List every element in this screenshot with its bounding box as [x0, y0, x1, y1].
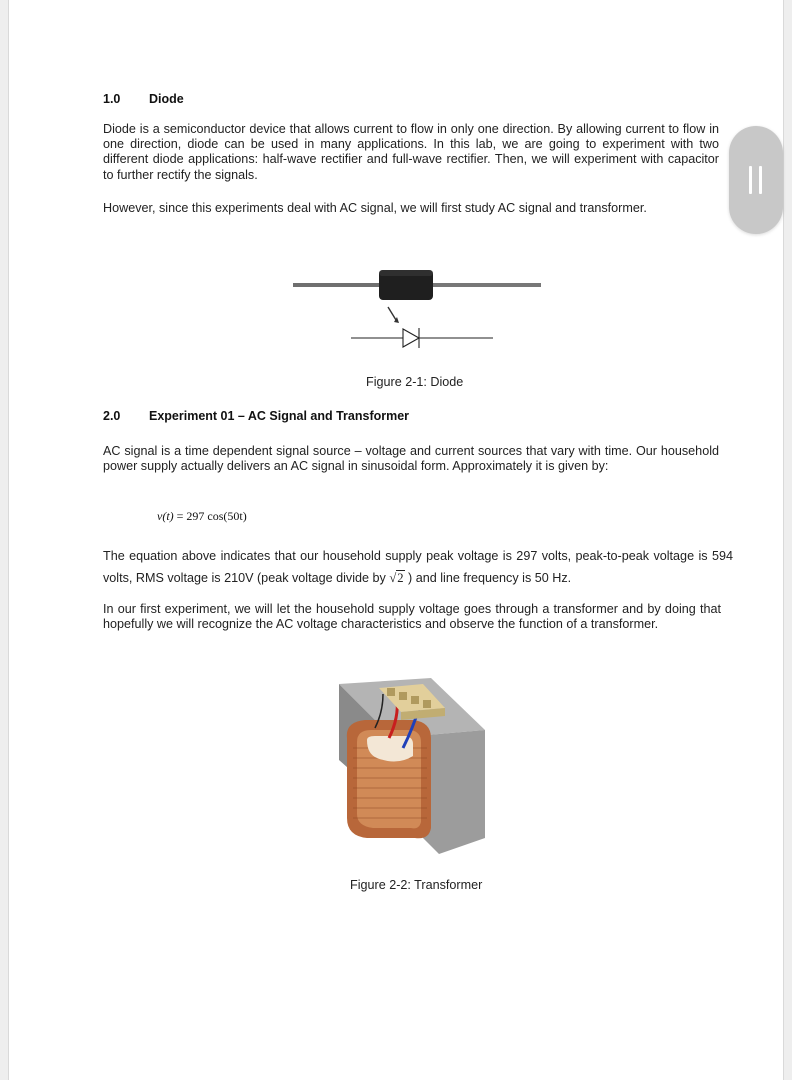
diode-intro-paragraph: Diode is a semiconductor device that allows current to flow in only one direction. By allowing current to flow in one direction, diode can be used in many applications. In this lab, we are going to experiment with two different diode applications: half-wave rectifier and full-wave rectifier. Then, we will experiment with capacitor to further rectify the signals.	[103, 122, 719, 182]
equation-lhs: v(t)	[157, 509, 174, 523]
sqrt-two	[389, 567, 404, 589]
diode-figure	[285, 250, 555, 360]
figure-2-1-caption: Figure 2-1: Diode	[366, 375, 464, 389]
transformer-figure	[327, 678, 497, 858]
equation-rhs: = 297 cos(50t)	[173, 509, 247, 523]
diode-schematic-symbol	[351, 328, 493, 348]
document-page	[8, 0, 784, 1080]
section-1-number: 1.0	[103, 92, 121, 106]
sqrt-symbol: √	[389, 571, 397, 585]
scroll-handle[interactable]	[729, 126, 783, 234]
voltage-explanation-paragraph	[103, 545, 733, 589]
voltage-equation	[157, 509, 247, 524]
grip-line-left	[749, 166, 752, 194]
pointer-arrow	[388, 307, 396, 320]
sqrt-value: 2	[397, 571, 404, 585]
explanation-part-2: ) and line frequency is 50 Hz.	[404, 571, 572, 585]
section-2-heading	[103, 409, 409, 423]
first-experiment-paragraph: In our first experiment, we will let the household supply voltage goes through a transformer and by doing that hopefully we will recognize the AC voltage characteristics and observe the function of a transformer.	[103, 602, 721, 632]
section-2-title: Experiment 01 – AC Signal and Transformer	[149, 409, 410, 423]
ac-signal-paragraph: AC signal is a time dependent signal source – voltage and current sources that vary with time. Our household power supply actually delivers an AC signal in sinusoidal form. Approximately it is given by:	[103, 444, 719, 474]
explanation-part-1: The equation above indicates that our household supply peak voltage is 297 volts, peak-to-peak voltage is 594 volts, RMS voltage is 210V (peak voltage divide by	[103, 549, 733, 585]
grip-line-right	[759, 166, 762, 194]
ac-study-paragraph: However, since this experiments deal with AC signal, we will first study AC signal and transformer.	[103, 201, 647, 215]
figure-2-2-caption: Figure 2-2: Transformer	[350, 878, 483, 892]
section-1-heading	[103, 92, 184, 106]
section-2-number: 2.0	[103, 409, 121, 423]
section-1-title: Diode	[149, 92, 184, 106]
diode-lead-right	[431, 283, 541, 287]
diode-lead-left	[293, 283, 381, 287]
